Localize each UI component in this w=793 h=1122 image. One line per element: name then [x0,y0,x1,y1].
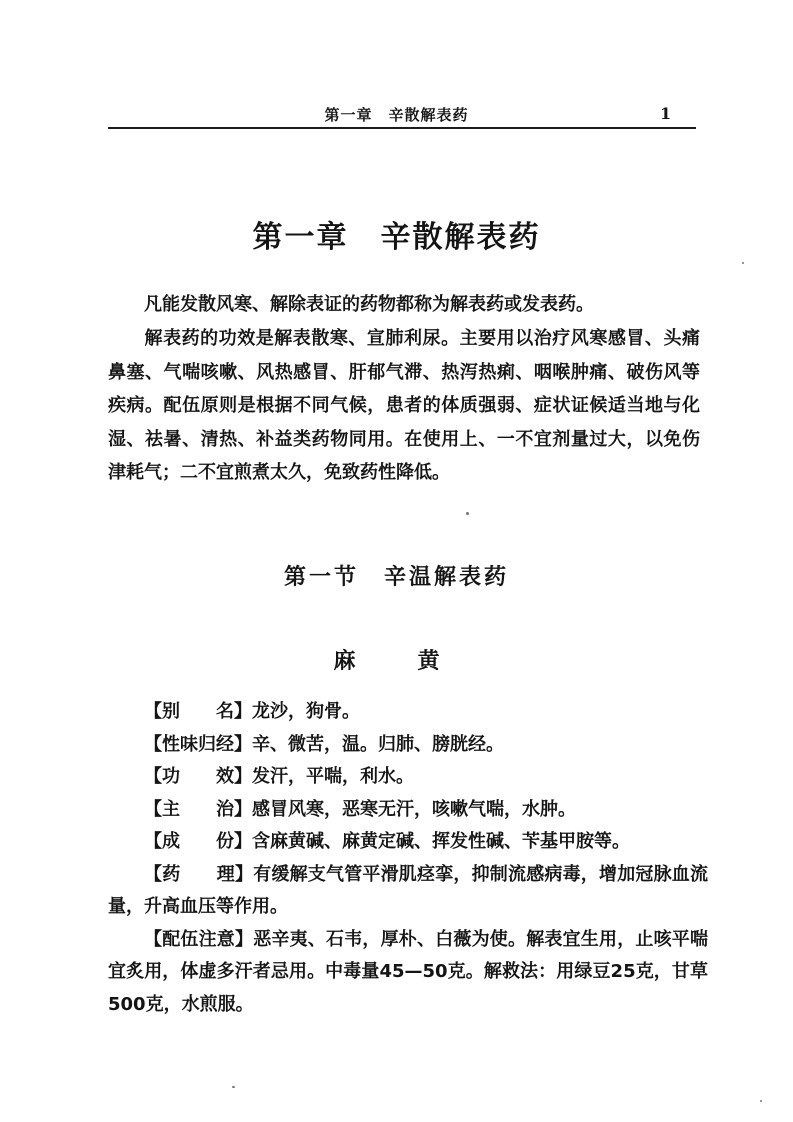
intro-paragraph-2 [108,322,700,490]
entry-nature-meridian [108,729,708,762]
header-rule [108,127,696,129]
entry-alias [108,696,708,729]
entry-text: 发汗，平喘，利水。 [252,766,414,787]
scan-speck [742,262,744,264]
chapter-title: 第一章 辛散解表药 [252,220,541,255]
entry-compatibility-notes [108,924,708,1022]
intro-paragraph-2-text: 解表药的功效是解表散寒、宣肺利尿。主要用以治疗风寒感冒、头痛鼻塞、气喘咳嗽、风热感冒、肝郁气滞、热泻热痢、咽喉肿痛、破伤风等疾病。配伍原则是根据不同气候，患者的体质强弱、症状证候适当地与化湿、祛暑、清热、补益类药物同用。在使用上、一不宜剂量过大，以免伤津耗气；二不宜煎煮太久，免致药性降低。 [108,328,700,483]
entry-efficacy [108,761,708,794]
page-number: 1 [660,104,672,123]
entry-text: 恶辛夷、石韦，厚朴、白薇为使。解表宜生用，止咳平喘宜炙用，体虚多汗者忌用。中毒量45—50克。解救法：用绿豆25克，甘草500克，水煎服。 [108,928,709,1015]
entry-text: 辛、微苦，温。归肺、膀胱经。 [252,733,504,755]
entry-label: 【配伍注意】 [144,928,254,950]
scan-speck [466,512,469,515]
entry-label: 【别 名】 [144,701,252,722]
entry-pharmacology [108,859,708,924]
entry-label: 【性味归经】 [144,733,252,755]
herb-title: 麻 黄 [333,649,460,674]
herb-entries [108,696,708,1021]
intro-paragraph-1 [108,288,700,322]
running-header-title: 第一章 辛散解表药 [324,106,469,124]
entry-text: 龙沙，狗骨。 [252,701,360,722]
entry-text: 含麻黄碱、麻黄定碱、挥发性碱、苄基甲胺等。 [252,831,630,852]
scan-speck [760,1100,762,1102]
entry-components [108,826,708,859]
entry-text: 有缓解支气管平滑肌痉挛，抑制流感病毒，增加冠脉血流量，升高血压等作用。 [108,863,709,917]
scan-speck [232,1086,235,1088]
entry-label: 【成 份】 [144,831,252,852]
entry-text: 感冒风寒，恶寒无汗，咳嗽气喘，水肿。 [252,798,576,820]
intro-paragraph-1-text: 凡能发散风寒、解除表证的药物都称为解表药或发表药。 [144,294,594,315]
section-title: 第一节 辛温解表药 [283,564,509,590]
entry-label: 【功 效】 [144,766,252,787]
entry-label: 【主 治】 [144,798,252,820]
entry-label: 【药 理】 [144,863,254,885]
entry-indications [108,794,708,827]
